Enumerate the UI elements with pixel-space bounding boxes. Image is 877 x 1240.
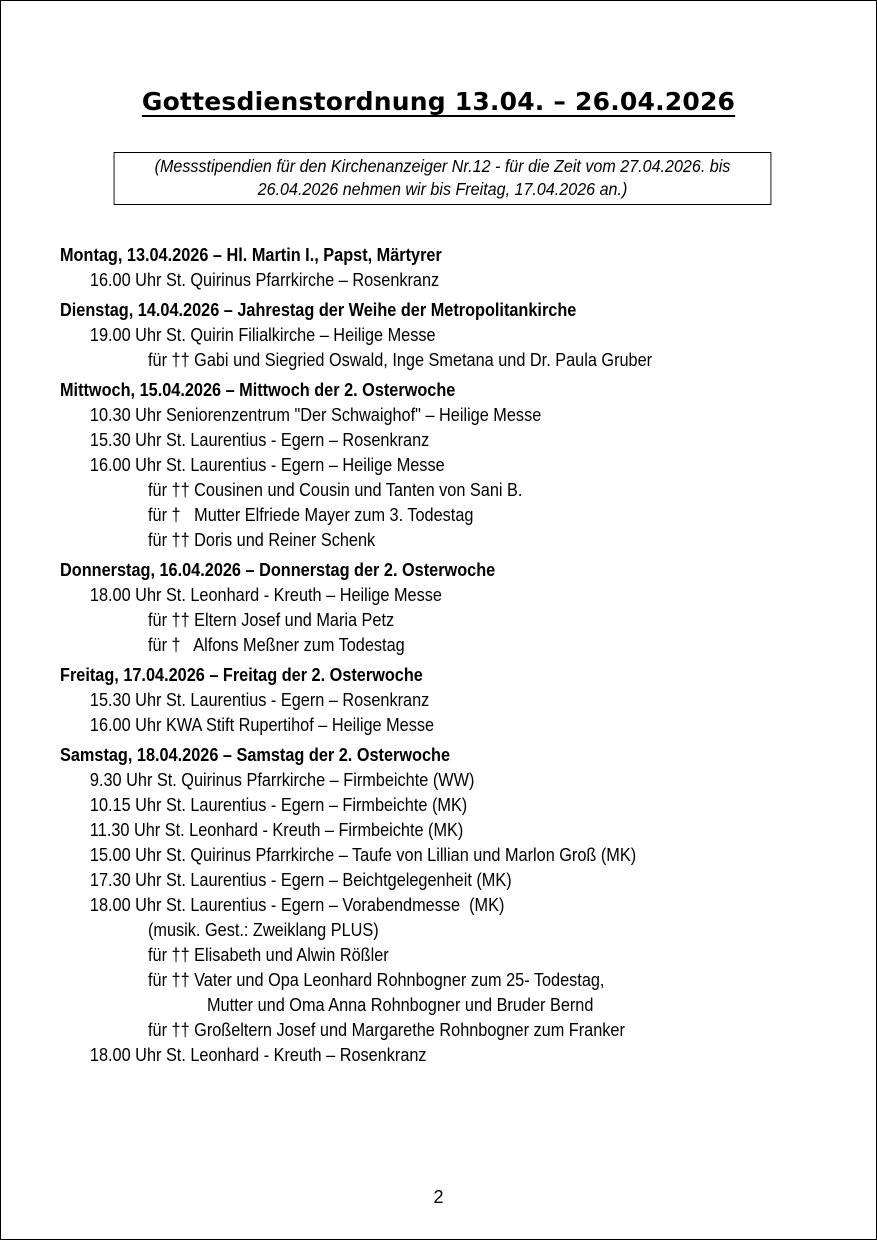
- service-entry: 16.00 Uhr St. Quirinus Pfarrkirche – Rosenkranz: [89, 269, 440, 290]
- day-block: [60, 377, 870, 552]
- service-schedule: [60, 242, 870, 1072]
- mass-intention: Mutter und Oma Anna Rohnbogner und Bruder Bernd: [206, 994, 594, 1015]
- mass-intention: für †† Großeltern Josef und Margarethe Rohnbogner zum Franker: [148, 1019, 625, 1040]
- page-title: Gottesdienstordnung 13.04. – 26.04.2026: [141, 87, 736, 116]
- mass-intention: für †† Doris und Reiner Schenk: [148, 529, 376, 550]
- service-entry: 18.00 Uhr St. Leonhard - Kreuth – Heilige Messe: [89, 584, 442, 605]
- service-entry: 15.30 Uhr St. Laurentius - Egern – Rosenkranz: [89, 429, 430, 450]
- mass-intention: für † Alfons Meßner zum Todestag: [148, 634, 405, 655]
- service-entry: 19.00 Uhr St. Quirin Filialkirche – Heilige Messe: [89, 324, 436, 345]
- notice-line-2: 26.04.2026 nehmen wir bis Freitag, 17.04.2026 an.): [257, 179, 628, 199]
- service-entry: 11.30 Uhr St. Leonhard - Kreuth – Firmbeichte (MK): [89, 819, 464, 840]
- service-entry: 10.30 Uhr Seniorenzentrum "Der Schwaighof" – Heilige Messe: [89, 404, 542, 425]
- day-header: Mittwoch, 15.04.2026 – Mittwoch der 2. Osterwoche: [60, 379, 456, 400]
- service-entry: 18.00 Uhr St. Laurentius - Egern – Vorabendmesse (MK): [89, 894, 505, 915]
- day-header: Montag, 13.04.2026 – Hl. Martin I., Papst, Märtyrer: [60, 244, 442, 265]
- day-header: Donnerstag, 16.04.2026 – Donnerstag der 2. Osterwoche: [60, 559, 496, 580]
- mass-intention: für †† Eltern Josef und Maria Petz: [148, 609, 395, 630]
- day-header: Samstag, 18.04.2026 – Samstag der 2. Osterwoche: [60, 744, 451, 765]
- mass-intention: für †† Gabi und Siegried Oswald, Inge Smetana und Dr. Paula Gruber: [148, 349, 653, 370]
- service-entry: 9.30 Uhr St. Quirinus Pfarrkirche – Firmbeichte (WW): [89, 769, 475, 790]
- mass-intention: (musik. Gest.: Zweiklang PLUS): [148, 919, 379, 940]
- service-entry: 17.30 Uhr St. Laurentius - Egern – Beichtgelegenheit (MK): [89, 869, 512, 890]
- notice-line-1: (Messstipendien für den Kirchenanzeiger Nr.12 - für die Zeit vom 27.04.2026. bis: [154, 156, 731, 176]
- mass-intention: für †† Vater und Opa Leonhard Rohnbogner zum 25- Todestag,: [148, 969, 605, 990]
- page-number: 2: [433, 1187, 444, 1207]
- day-block: [60, 297, 870, 372]
- service-entry: 16.00 Uhr St. Laurentius - Egern – Heilige Messe: [89, 454, 445, 475]
- day-block: [60, 242, 870, 292]
- day-header: Freitag, 17.04.2026 – Freitag der 2. Osterwoche: [60, 664, 423, 685]
- day-block: [60, 742, 870, 1067]
- day-block: [60, 662, 870, 737]
- mass-intention: für †† Elisabeth und Alwin Rößler: [148, 944, 389, 965]
- service-entry: 15.30 Uhr St. Laurentius - Egern – Rosenkranz: [89, 689, 430, 710]
- service-entry: 18.00 Uhr St. Leonhard - Kreuth – Rosenkranz: [89, 1044, 427, 1065]
- service-entry: 15.00 Uhr St. Quirinus Pfarrkirche – Taufe von Lillian und Marlon Groß (MK): [89, 844, 637, 865]
- mass-intention: für † Mutter Elfriede Mayer zum 3. Todestag: [148, 504, 474, 525]
- day-block: [60, 557, 870, 657]
- mass-intention: für †† Cousinen und Cousin und Tanten von Sani B.: [148, 479, 523, 500]
- service-entry: 16.00 Uhr KWA Stift Rupertihof – Heilige Messe: [89, 714, 435, 735]
- day-header: Dienstag, 14.04.2026 – Jahrestag der Weihe der Metropolitankirche: [60, 299, 577, 320]
- service-entry: 10.15 Uhr St. Laurentius - Egern – Firmbeichte (MK): [89, 794, 468, 815]
- mass-stipend-notice: [114, 152, 772, 205]
